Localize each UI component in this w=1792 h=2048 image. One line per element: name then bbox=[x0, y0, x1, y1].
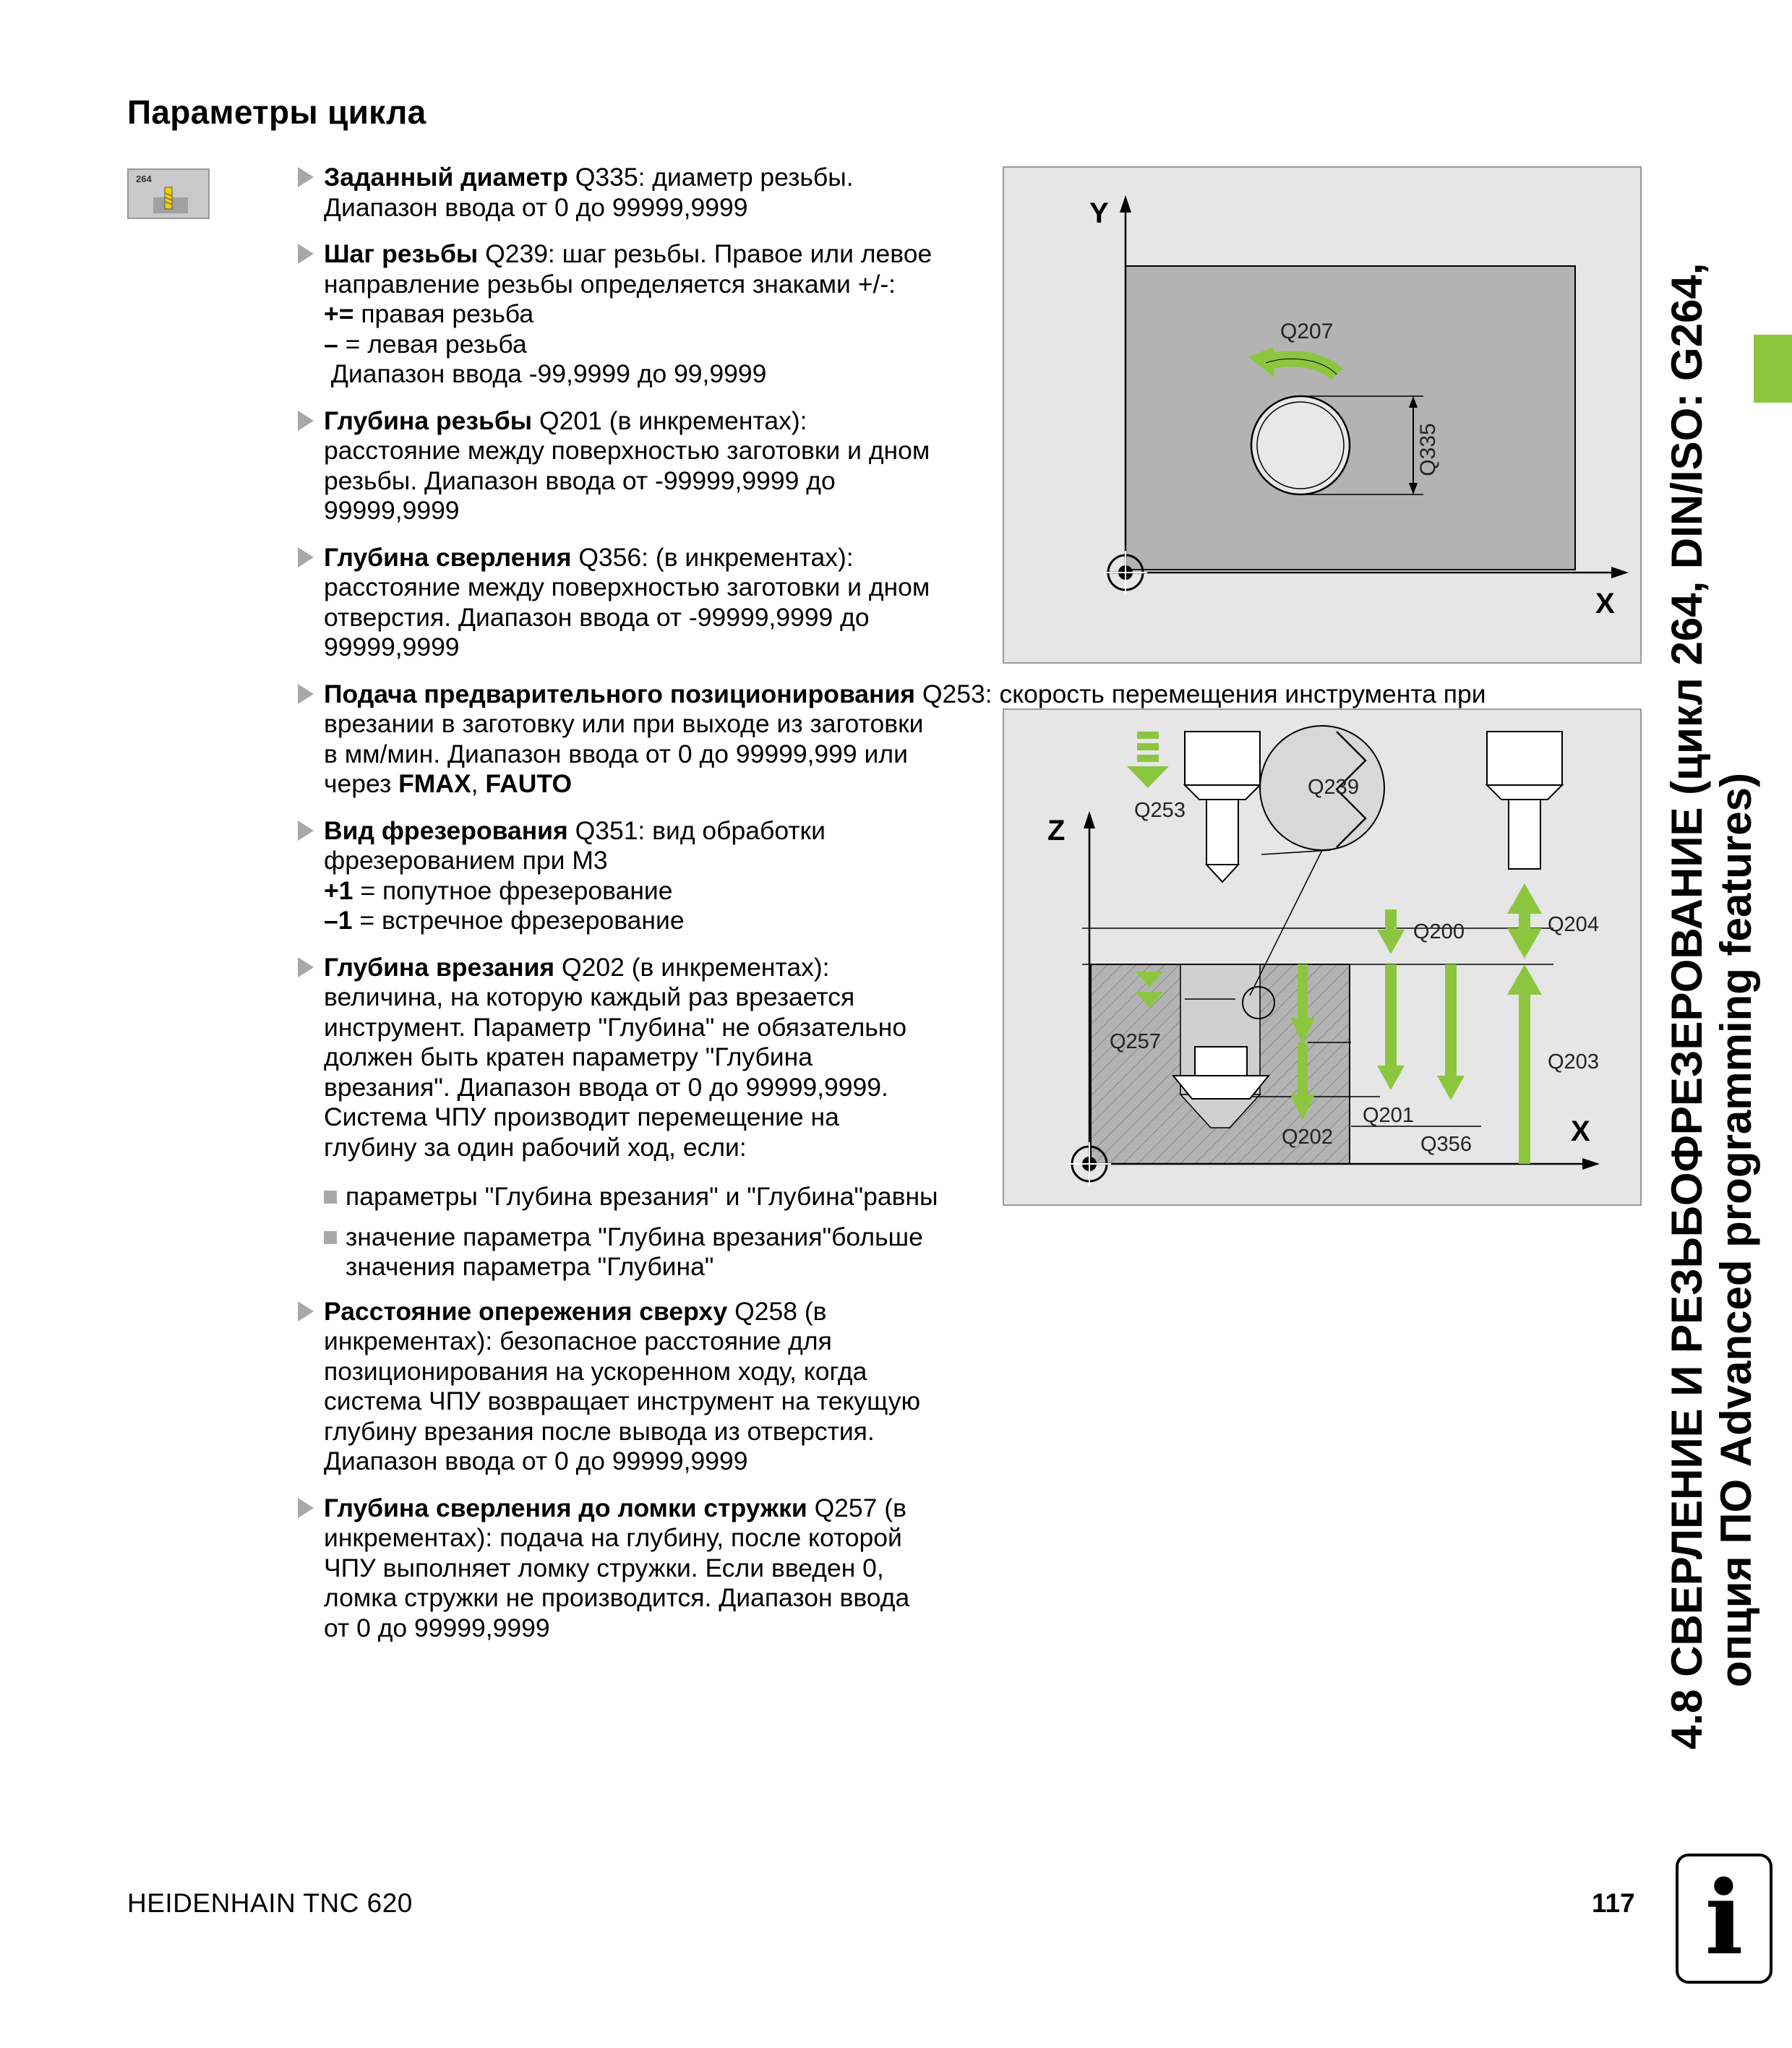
thread-mill-tool-left bbox=[1185, 732, 1260, 882]
parameter-item bbox=[298, 953, 970, 1163]
bullet-arrow-icon bbox=[298, 684, 314, 704]
bullet-arrow-icon bbox=[298, 1498, 314, 1518]
parameter-description: система ЧПУ возвращает инструмент на текущую bbox=[324, 1387, 921, 1415]
parameter-text-line bbox=[324, 436, 970, 466]
parameter-description: позиционирования на ускоренном ходу, когда bbox=[324, 1356, 867, 1386]
parameter-description: Q239: шаг резьбы. Правое или левое bbox=[485, 239, 933, 268]
chapter-title-line1: 4.8 СВЕРЛЕНИЕ И РЕЗЬБОФРЕЗЕРОВАНИЕ (цикл 264, DIN/ISO: G264, bbox=[1663, 262, 1711, 1749]
parameter-description: величина, на которую каждый раз врезается bbox=[324, 982, 855, 1011]
option-description: правая резьба bbox=[353, 299, 534, 328]
parameter-description: должен быть кратен параметру "Глубина bbox=[324, 1042, 813, 1071]
option-description: = левая резьба bbox=[338, 329, 527, 359]
diameter-label: Q335 bbox=[1416, 423, 1440, 476]
option-value: – bbox=[324, 329, 338, 359]
parameter-text-line bbox=[324, 1447, 970, 1477]
option-value: –1 bbox=[324, 906, 353, 935]
parameter-description: глубину врезания после вывода из отверстия. bbox=[324, 1416, 875, 1446]
parameter-text-line bbox=[324, 1102, 970, 1133]
parameter-description: Q201 (в инкрементах): bbox=[539, 406, 807, 435]
cycle-264-softkey-icon bbox=[127, 168, 210, 219]
parameter-text-line bbox=[324, 846, 970, 876]
parameter-description: Q258 (в bbox=[734, 1296, 827, 1326]
parameter-description: от 0 до 99999,9999 bbox=[324, 1613, 550, 1642]
label-q202: Q202 bbox=[1282, 1126, 1333, 1149]
chapter-side-title bbox=[1663, 87, 1761, 1749]
parameter-item bbox=[298, 816, 970, 936]
label-q356: Q356 bbox=[1420, 1133, 1472, 1156]
parameter-text-line bbox=[324, 193, 970, 223]
parameter-description: 99999,9999 bbox=[324, 633, 460, 661]
parameter-description: расстояние между поверхностью заготовки и дном bbox=[324, 573, 930, 601]
parameter-text-line bbox=[324, 239, 970, 270]
label-q253: Q253 bbox=[1134, 799, 1186, 822]
chapter-title-line2: опция ПО Advanced programming features) bbox=[1712, 772, 1760, 1687]
condition-item bbox=[324, 1182, 970, 1212]
bullet-arrow-icon bbox=[298, 821, 314, 841]
parameter-text-line bbox=[324, 1133, 970, 1163]
parameter-description: расстояние между поверхностью заготовки и дном bbox=[324, 436, 930, 465]
parameter-item bbox=[298, 1297, 970, 1477]
parameter-text-line bbox=[324, 1583, 970, 1614]
parameter-description: Q202 (в инкрементах): bbox=[562, 952, 830, 982]
parameter-text-line bbox=[324, 1042, 970, 1073]
parameter-description: 99999,9999 bbox=[324, 496, 460, 525]
label-q200: Q200 bbox=[1413, 920, 1465, 943]
condition-text: равны bbox=[863, 1182, 938, 1211]
parameter-description: Q351: вид обработки bbox=[575, 815, 826, 845]
parameter-text-line bbox=[324, 1614, 970, 1644]
parameter-name: Шаг резьбы bbox=[324, 239, 479, 268]
footer-manual-name: HEIDENHAIN TNC 620 bbox=[127, 1888, 413, 1918]
parameter-text-line bbox=[324, 543, 970, 573]
bullet-arrow-icon bbox=[298, 547, 314, 567]
option-description: = встречное фрезерование bbox=[352, 906, 685, 935]
parameter-text-line bbox=[324, 633, 970, 663]
parameter-description: инструмент. Параметр "Глубина" не обязательно bbox=[324, 1012, 907, 1042]
parameter-name: Глубина сверления до ломки стружки bbox=[324, 1493, 807, 1522]
figure-top-view bbox=[1003, 166, 1642, 664]
parameter-range: Диапазон ввода -99,9999 до 99,9999 bbox=[324, 359, 767, 388]
feed-keyword: FAUTO bbox=[485, 769, 573, 798]
parameter-description: Система ЧПУ производит перемещение на bbox=[324, 1102, 839, 1131]
parameter-text-line bbox=[324, 1357, 970, 1387]
bullet-arrow-icon bbox=[298, 1301, 314, 1321]
parameter-description: через bbox=[324, 769, 399, 798]
parameter-text-line bbox=[324, 679, 1486, 710]
parameter-name: Глубина врезания bbox=[324, 952, 555, 982]
thread-mill-tool-right bbox=[1487, 732, 1562, 869]
option-line bbox=[324, 330, 970, 360]
parameter-text-line bbox=[324, 709, 970, 740]
parameter-name: Глубина сверления bbox=[324, 542, 572, 572]
parameter-text-line bbox=[324, 1523, 970, 1554]
parameter-description: врезания". Диапазон ввода от 0 до 99999,9999. bbox=[324, 1072, 888, 1102]
parameter-text-line bbox=[324, 406, 970, 437]
parameter-description: резьбы. Диапазон ввода от -99999,9999 до bbox=[324, 466, 836, 495]
condition-text: параметры "Глубина врезания" и "Глубина" bbox=[346, 1182, 864, 1211]
parameter-name: Подача предварительного позиционирования bbox=[324, 679, 916, 708]
label-q257: Q257 bbox=[1110, 1030, 1161, 1053]
parameter-text-line bbox=[324, 769, 970, 800]
info-icon bbox=[1676, 1854, 1772, 1984]
parameter-description: Q356: (в инкрементах): bbox=[578, 542, 854, 572]
parameter-text-line bbox=[324, 1073, 970, 1103]
parameter-text-line bbox=[324, 1554, 970, 1584]
feed-arrow-icon bbox=[1127, 732, 1169, 788]
parameter-description: фрезерованием при M3 bbox=[324, 846, 608, 875]
parameter-text-line bbox=[324, 953, 970, 983]
x-axis-label: X bbox=[1571, 1115, 1590, 1147]
parameter-description: Диапазон ввода от 0 до 99999,9999 bbox=[324, 1447, 748, 1475]
parameter-text-line bbox=[324, 573, 970, 603]
parameter-text-line bbox=[324, 496, 970, 526]
parameter-text-line bbox=[324, 1494, 970, 1524]
thread-mill-icon bbox=[150, 184, 191, 215]
x-axis-label: X bbox=[1595, 588, 1615, 620]
parameter-description: врезании в заготовку или при выходе из заготовки bbox=[324, 709, 924, 738]
parameter-text-line bbox=[324, 1013, 970, 1043]
parameter-description: в мм/мин. Диапазон ввода от 0 до 99999,999 или bbox=[324, 739, 908, 768]
option-line bbox=[324, 299, 970, 330]
parameter-text-line bbox=[324, 1327, 970, 1357]
label-q201: Q201 bbox=[1363, 1104, 1414, 1127]
parameter-name: Вид фрезерования bbox=[324, 815, 568, 845]
parameter-item bbox=[298, 543, 970, 663]
y-axis-label: Y bbox=[1089, 197, 1109, 229]
parameter-description: глубину за один рабочий ход, если: bbox=[324, 1132, 747, 1162]
option-value: +1 bbox=[324, 875, 353, 905]
bullet-arrow-icon bbox=[298, 244, 314, 264]
parameter-item bbox=[298, 239, 970, 390]
parameter-text-line bbox=[324, 603, 970, 633]
option-line bbox=[324, 876, 970, 907]
parameter-text-line bbox=[324, 163, 970, 193]
parameter-description: инкрементах): безопасное расстояние для bbox=[324, 1327, 832, 1355]
bullet-arrow-icon bbox=[298, 167, 314, 187]
info-icon-glyph: i bbox=[1705, 1859, 1744, 1978]
parameter-description: , bbox=[471, 769, 486, 798]
label-q203: Q203 bbox=[1548, 1050, 1599, 1074]
parameter-description: ломка стружки не производится. Диапазон ввода bbox=[324, 1583, 910, 1612]
parameter-item bbox=[298, 406, 970, 526]
bullet-arrow-icon bbox=[298, 411, 314, 431]
square-bullet-icon bbox=[324, 1191, 337, 1204]
rotation-label: Q207 bbox=[1280, 320, 1334, 343]
parameter-description: Диапазон ввода от 0 до 99999,9999 bbox=[324, 192, 748, 222]
cycle-number: 264 bbox=[136, 173, 152, 184]
condition-text: значение параметра "Глубина врезания" bbox=[346, 1222, 832, 1251]
condition-text: больше значения параметра "Глубина" bbox=[346, 1222, 923, 1281]
parameter-item bbox=[298, 163, 970, 223]
parameter-text-line bbox=[324, 1387, 970, 1417]
option-line bbox=[324, 906, 970, 936]
parameter-description: Q257 (в bbox=[814, 1493, 906, 1522]
figure-side-view bbox=[1003, 708, 1642, 1206]
section-heading: Параметры цикла bbox=[127, 93, 426, 131]
page-number: 117 bbox=[1592, 1888, 1635, 1918]
parameter-text-line bbox=[324, 1417, 970, 1447]
parameter-text-line bbox=[324, 466, 970, 497]
parameter-description: ЧПУ выполняет ломку стружки. Если введен 0, bbox=[324, 1553, 884, 1582]
parameter-text-line bbox=[324, 982, 970, 1013]
parameter-description: инкрементах): подача на глубину, после которой bbox=[324, 1523, 902, 1552]
label-q239: Q239 bbox=[1308, 776, 1359, 799]
parameter-text-line bbox=[324, 740, 970, 770]
parameter-description: направление резьбы определяется знаками +/-: bbox=[324, 269, 896, 299]
parameter-name: Заданный диаметр bbox=[324, 163, 568, 192]
parameter-description: отверстия. Диапазон ввода от -99999,9999 до bbox=[324, 602, 870, 632]
parameter-description: Q335: диаметр резьбы. bbox=[575, 163, 854, 192]
bullet-arrow-icon bbox=[298, 957, 314, 977]
option-description: = попутное фрезерование bbox=[353, 875, 673, 905]
parameter-name: Расстояние опережения сверху bbox=[324, 1296, 728, 1326]
parameter-text-line bbox=[324, 270, 970, 300]
square-bullet-icon bbox=[324, 1231, 337, 1244]
label-q204: Q204 bbox=[1548, 913, 1599, 936]
parameter-item bbox=[298, 1494, 970, 1644]
condition-list bbox=[324, 1182, 970, 1282]
parameter-description: Q253: скорость перемещения инструмента при bbox=[922, 679, 1486, 708]
option-value: += bbox=[324, 299, 354, 328]
parameter-text-line bbox=[324, 1297, 970, 1327]
parameter-text-line bbox=[324, 816, 970, 847]
z-axis-label: Z bbox=[1047, 815, 1066, 847]
condition-item bbox=[324, 1222, 970, 1282]
parameter-name: Глубина резьбы bbox=[324, 406, 533, 435]
feed-keyword: FMAX bbox=[398, 769, 471, 798]
